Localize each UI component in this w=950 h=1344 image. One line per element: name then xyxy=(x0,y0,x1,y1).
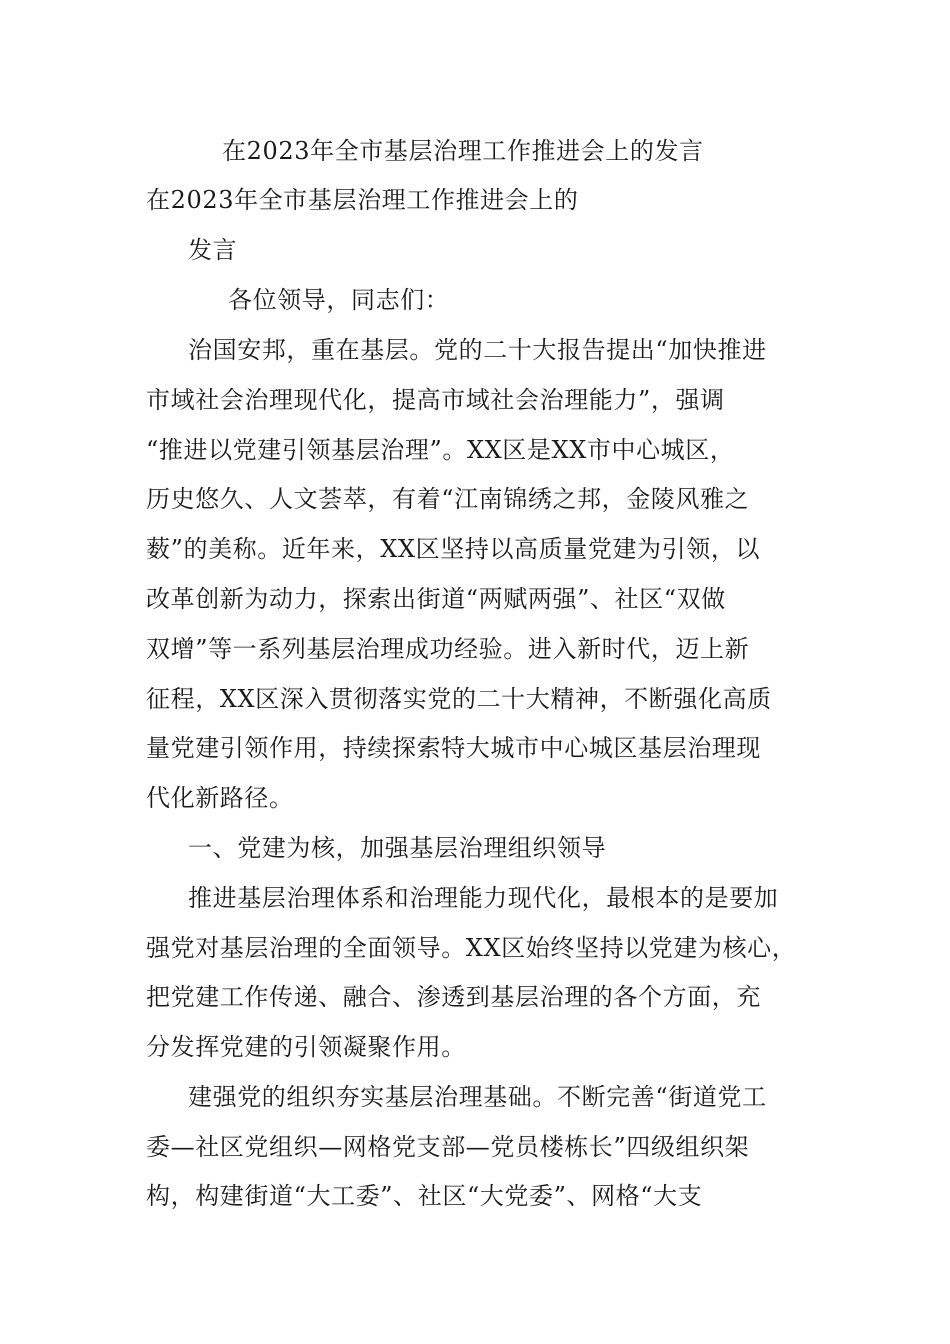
paragraph-1-line: 治国安邦，重在基层。党的二十大报告提出“加快推进 xyxy=(188,336,767,364)
paragraph-1-line: 征程，XX区深入贯彻落实党的二十大精神，不断强化高质 xyxy=(146,685,772,713)
document-heading: 在2023年全市基层治理工作推进会上的发言 xyxy=(222,137,704,165)
paragraph-2-line: 推进基层治理体系和治理能力现代化，最根本的是要加 xyxy=(188,884,779,912)
paragraph-1-line: 双增”等一系列基层治理成功经验。进入新时代，迈上新 xyxy=(146,635,750,663)
paragraph-2-line: 把党建工作传递、融合、渗透到基层治理的各个方面，充 xyxy=(146,983,761,1011)
paragraph-1-line: 薮”的美称。近年来，XX区坚持以高质量党建为引领，以 xyxy=(146,535,761,563)
paragraph-1-line: 市域社会治理现代化，提高市域社会治理能力”，强调 xyxy=(146,386,725,414)
salutation: 各位领导，同志们： xyxy=(228,286,450,314)
paragraph-1-line: 历史悠久、人文荟萃，有着“江南锦绣之邦，金陵风雅之 xyxy=(146,485,750,513)
section-1-heading: 一、党建为核，加强基层治理组织领导 xyxy=(188,834,607,862)
paragraph-2-line: 强党对基层治理的全面领导。XX区始终坚持以党建为核心， xyxy=(146,934,797,962)
paragraph-1-line: 量党建引领作用，持续探索特大城市中心城区基层治理现 xyxy=(146,734,761,762)
document-subtitle-line-2: 发言 xyxy=(188,236,238,264)
paragraph-2-line: 分发挥党建的引领凝聚作用。 xyxy=(146,1033,466,1061)
paragraph-3-line: 建强党的组织夯实基层治理基础。不断完善“街道党工 xyxy=(188,1083,767,1111)
document-subtitle-line-1: 在2023年全市基层治理工作推进会上的 xyxy=(146,186,579,214)
paragraph-1-line: 代化新路径。 xyxy=(146,784,294,812)
paragraph-1-line: “推进以党建引领基层治理”。XX区是XX市中心城区， xyxy=(146,436,735,464)
paragraph-3-line: 构，构建街道“大工委”、社区“大党委”、网格“大支 xyxy=(146,1182,703,1210)
paragraph-1-line: 改革创新为动力，探索出街道“两赋两强”、社区“双做 xyxy=(146,585,726,613)
paragraph-3-line: 委—社区党组织—网格党支部—党员楼栋长”四级组织架 xyxy=(146,1133,750,1161)
